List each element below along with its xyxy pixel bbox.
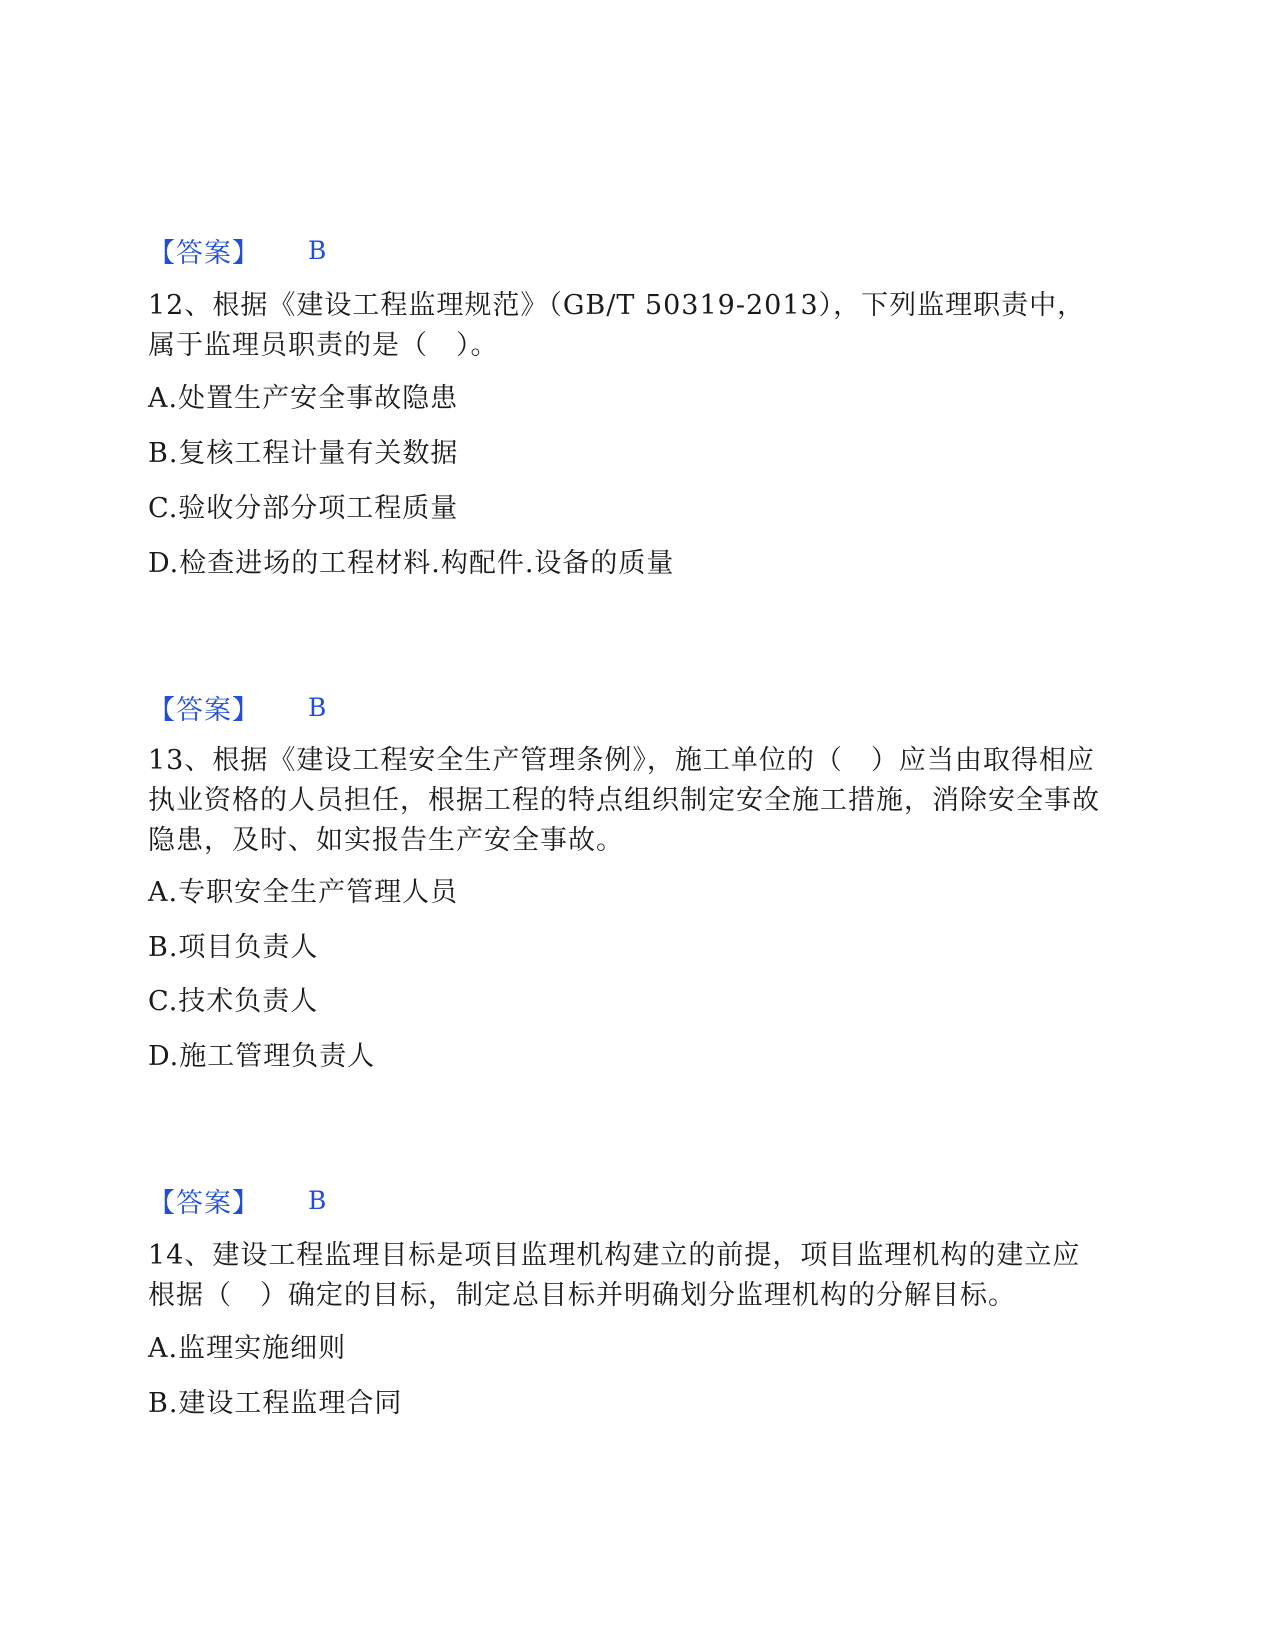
question-14-text: 14、建设工程监理目标是项目监理机构建立的前提，项目监理机构的建立应根据（ ）确定的目标，制定总目标并明确划分监理机构的分解目标。: [148, 1240, 1081, 1311]
question-14-option-b: B.建设工程监理合同: [148, 1388, 403, 1419]
answer-line: [148, 1180, 326, 1220]
question-13-option-c: C.技术负责人: [148, 986, 319, 1017]
question-12-option-c: C.验收分部分项工程质量: [148, 493, 459, 524]
answer-label: 【答案】: [148, 237, 260, 269]
question-12-option-b: B.复核工程计量有关数据: [148, 438, 459, 469]
answer-label: 【答案】: [148, 694, 260, 726]
answer-line: [148, 687, 326, 727]
question-13-text: 13、根据《建设工程安全生产管理条例》，施工单位的（ ）应当由取得相应执业资格的人员担任，根据工程的特点组织制定安全施工措施，消除安全事故隐患，及时、如实报告生产安全事故。: [148, 745, 1100, 856]
question-12-text: 12、根据《建设工程监理规范》（GB/T 50319-2013），下列监理职责中，属于监理员职责的是（ ）。: [148, 290, 1086, 361]
answer-value: B: [308, 235, 327, 265]
question-14-option-a: A.监理实施细则: [148, 1333, 347, 1364]
question-12-option-d: D.检查进场的工程材料.构配件.设备的质量: [148, 548, 675, 579]
question-13-option-a: A.专职安全生产管理人员: [148, 877, 459, 908]
question-12-option-a: A.处置生产安全事故隐患: [148, 383, 459, 414]
answer-value: B: [308, 1185, 327, 1215]
answer-value: B: [308, 692, 327, 722]
question-13-option-b: B.项目负责人: [148, 932, 319, 963]
answer-line: [148, 230, 326, 270]
answer-label: 【答案】: [148, 1187, 260, 1219]
question-13-option-d: D.施工管理负责人: [148, 1041, 376, 1072]
